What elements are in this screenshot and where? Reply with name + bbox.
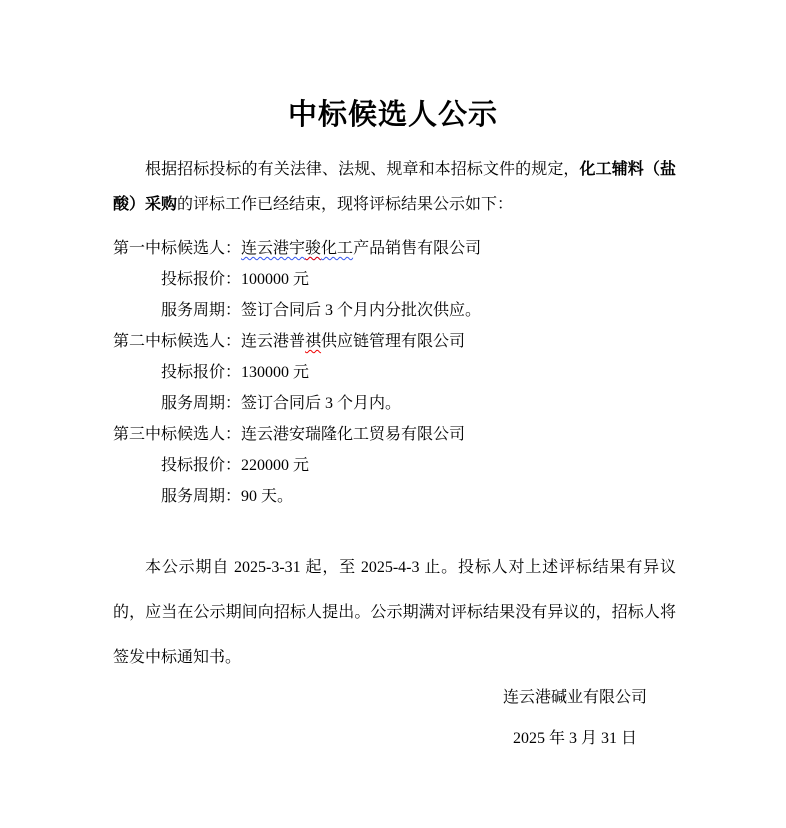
candidate-1-name-spellcheck-char: 骏 <box>305 240 322 257</box>
candidate-2-name-rest: 供应链管理有限公司 <box>321 333 466 350</box>
candidate-3-bid-label: 投标报价： <box>161 457 242 474</box>
candidate-3-period-value: 90 天。 <box>241 488 294 505</box>
candidate-1-bid-value: 100000 元 <box>241 271 310 288</box>
candidate-2-bid-line <box>113 357 676 388</box>
candidate-2-bid-label: 投标报价： <box>161 364 242 381</box>
intro-project-name-bold: 化工辅料（盐酸）采购 <box>113 161 676 213</box>
candidate-1-label: 第一中标候选人： <box>113 240 242 257</box>
candidate-3-period-line <box>113 481 676 512</box>
candidate-1-name-part: 连云港宇 <box>241 240 306 257</box>
candidate-1-bid-line <box>113 264 676 295</box>
closing-paragraph: 本公示期自 2025-3-31 起，至 2025-4-3 止。投标人对上述评标结果有异议的，应当在公示期间向招标人提出。公示期满对评标结果没有异议的，招标人将签发中标通知书。 <box>113 559 676 666</box>
signature-block <box>0 686 647 751</box>
candidate-3-name: 连云港安瑞隆化工贸易有限公司 <box>241 426 466 443</box>
candidate-1-name-part: 化工 <box>321 240 354 257</box>
candidate-1-company-name-grammar-flagged <box>241 240 353 257</box>
candidate-1-bid-label: 投标报价： <box>161 271 242 288</box>
intro-text-lead: 根据招标投标的有关法律、法规、规章和本招标文件的规定， <box>145 161 580 178</box>
candidate-3-period-label: 服务周期： <box>161 488 242 505</box>
candidate-1-name-line <box>113 233 676 264</box>
candidate-list <box>113 233 676 512</box>
document-title: 中标候选人公示 <box>287 99 498 131</box>
intro-paragraph <box>113 153 676 222</box>
candidate-2-name-part: 连云港普 <box>241 333 306 350</box>
candidate-1-name-rest: 产品销售有限公司 <box>353 240 482 257</box>
candidate-2-name-line <box>113 326 676 357</box>
signature-inner <box>503 686 647 751</box>
candidate-1-period-line <box>113 295 676 326</box>
candidate-2-bid-value: 130000 元 <box>241 364 310 381</box>
candidate-2-period-value: 签订合同后 3 个月内。 <box>241 395 402 412</box>
candidate-3-label: 第三中标候选人： <box>113 426 242 443</box>
candidate-2-name-spellcheck-char: 祺 <box>305 333 322 350</box>
candidate-3-bid-value: 220000 元 <box>241 457 310 474</box>
candidate-3-bid-line <box>113 450 676 481</box>
candidate-2-label: 第二中标候选人： <box>113 333 242 350</box>
candidate-2-period-line <box>113 388 676 419</box>
candidate-3-name-line <box>113 419 676 450</box>
intro-text-tail: 的评标工作已经结束，现将评标结果公示如下： <box>177 195 514 213</box>
candidate-2-period-label: 服务周期： <box>161 395 242 412</box>
candidate-1-period-label: 服务周期： <box>161 302 242 319</box>
signature-date: 2025 年 3 月 31 日 <box>512 730 637 747</box>
candidate-1-period-value: 签订合同后 3 个月内分批次供应。 <box>241 302 482 319</box>
signature-company: 连云港碱业有限公司 <box>502 689 647 706</box>
